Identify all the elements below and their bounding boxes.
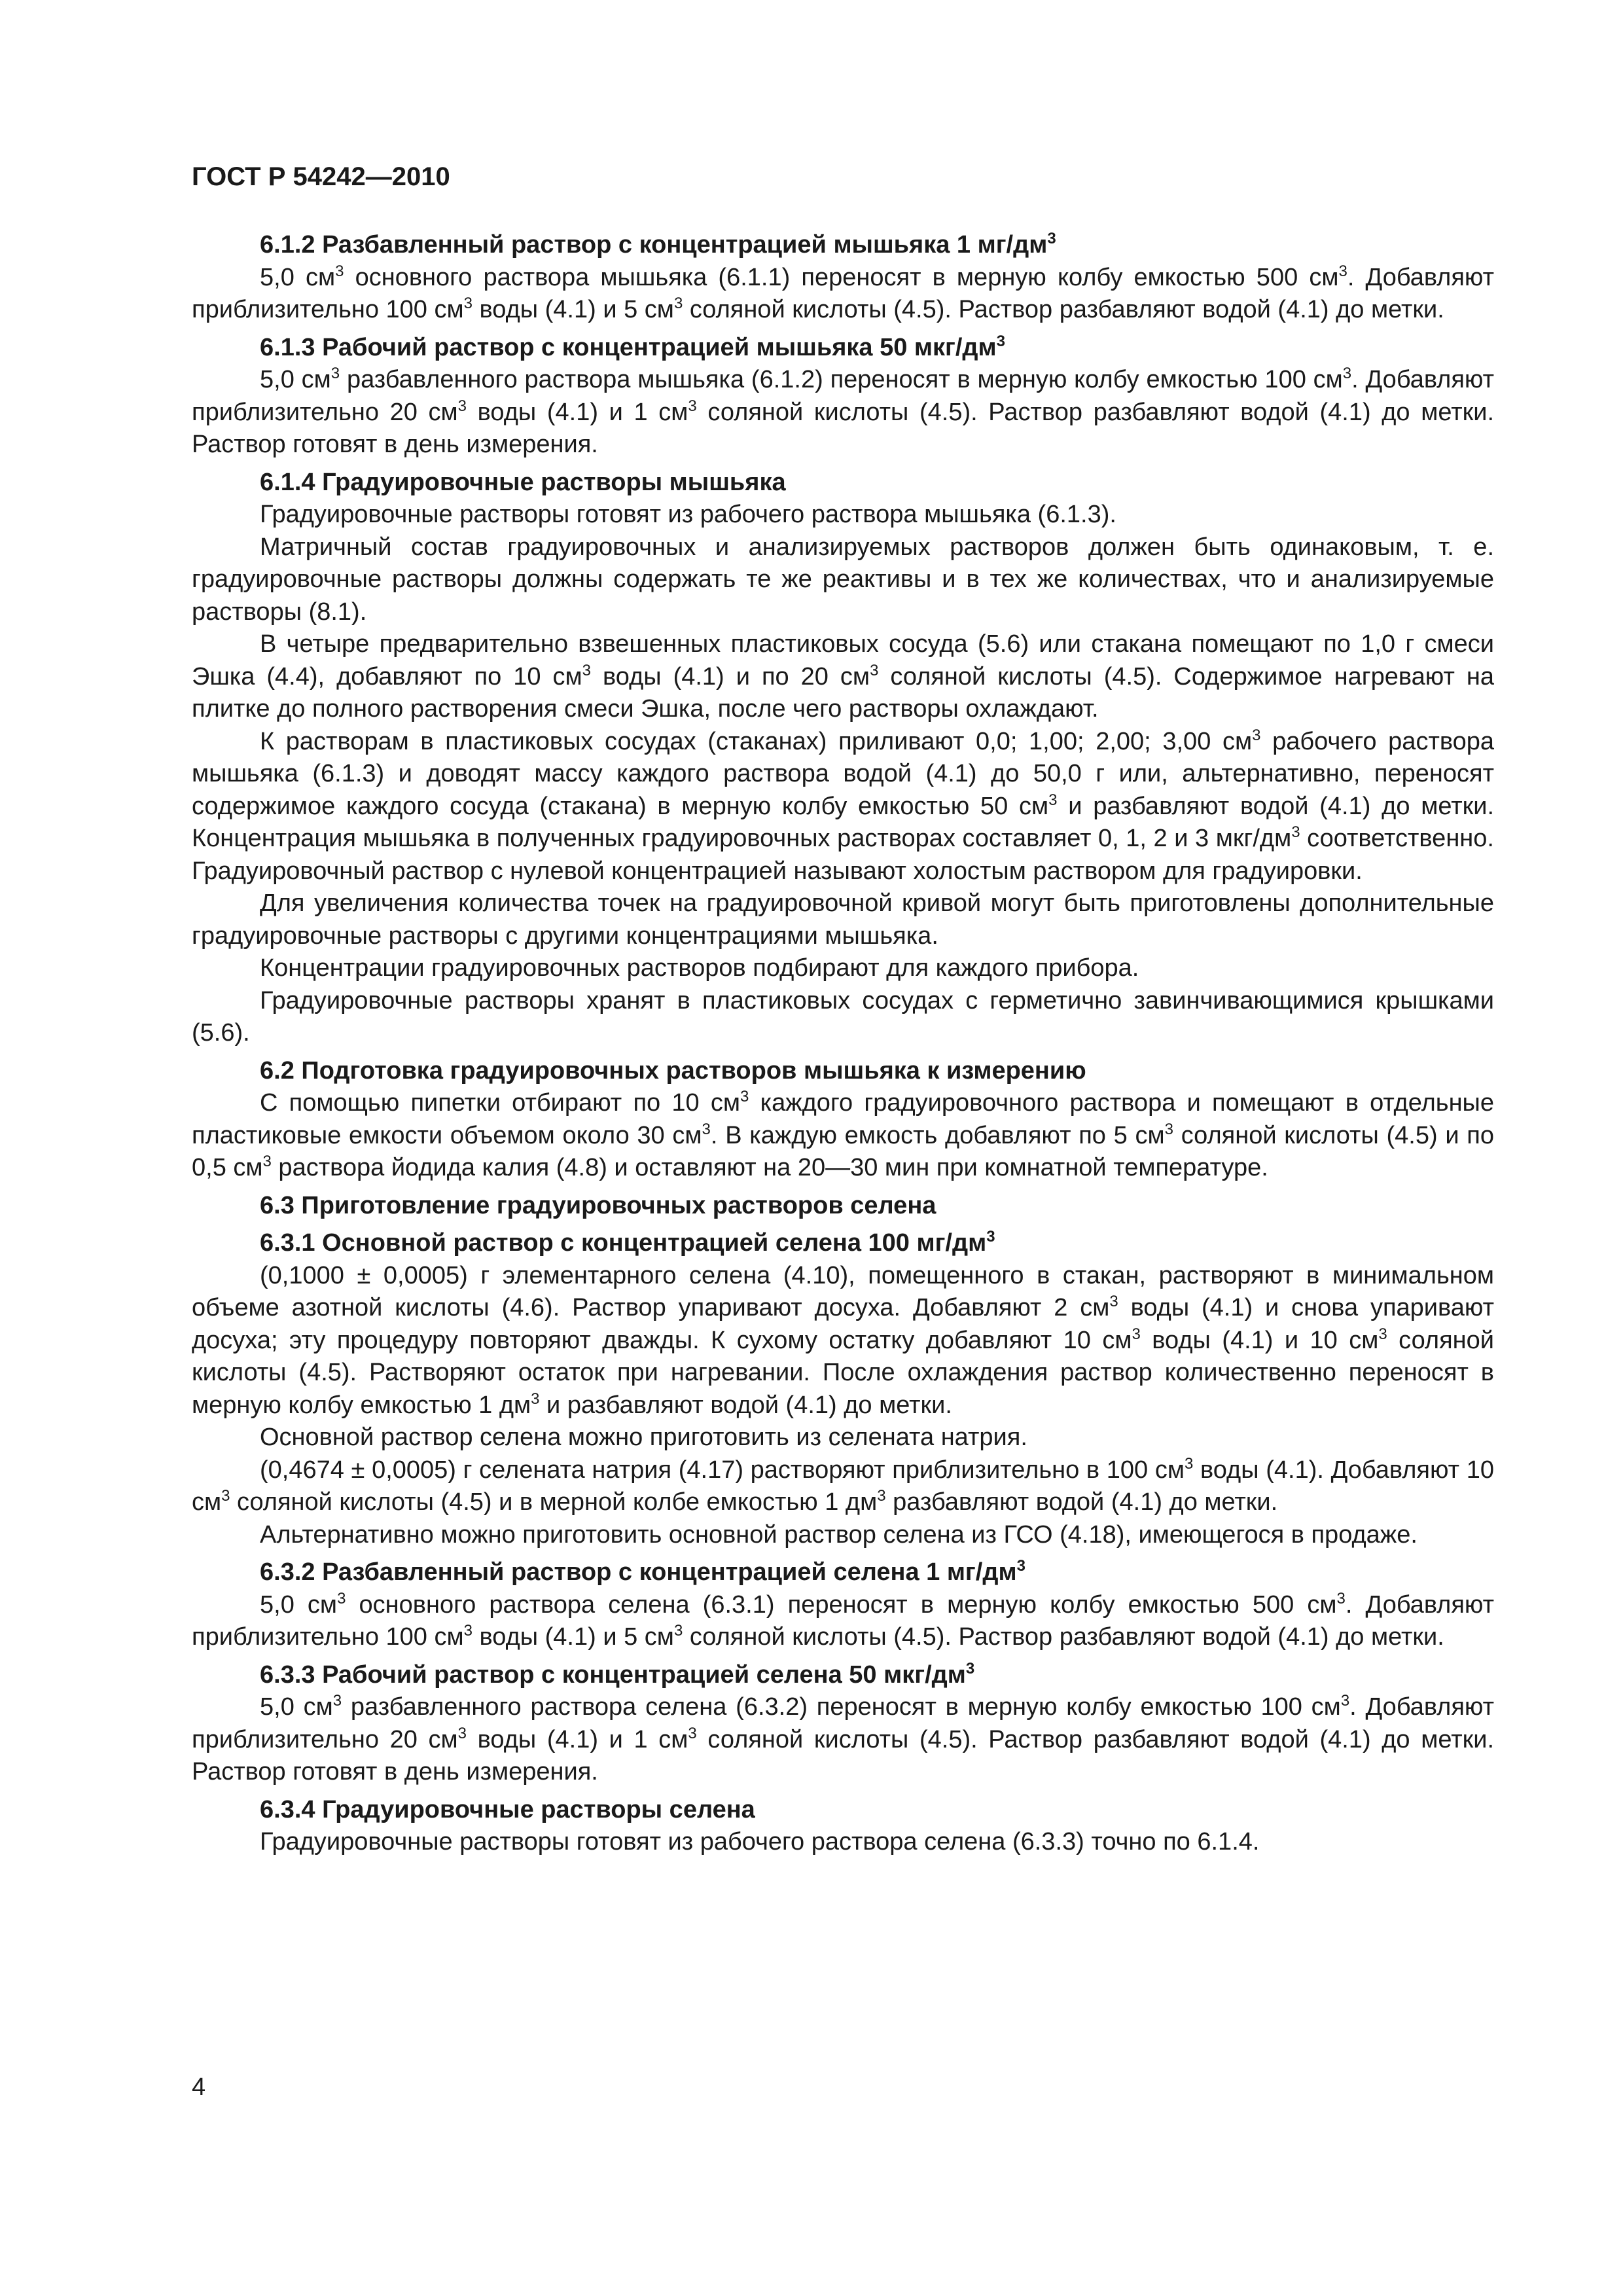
section-heading: 6.3.4 Градуировочные растворы селена (260, 1795, 755, 1823)
paragraph: В четыре предварительно взвешенных пластиковых сосуда (5.6) или стакана помещают по 1,0 г смеси Эшка (4.4), добавляют по 10 $см^3$ воды (4.1) и по 20 $см^3$ соляной кислоты (4.5). Содержимое нагревают на плитке до полного растворения смеси Эшка, после чего растворы охлаждают. (192, 630, 1494, 723)
paragraph: Градуировочные растворы хранят в пластиковых сосудах с герметично завинчивающимися крышками (5.6). (192, 986, 1494, 1047)
paragraph: 5,0 $см^3$ основного раствора мышьяка (6.1.1) переносят в мерную колбу емкостью 500 $см^3$. Добавляют приблизительно 100 $см^3$ воды (4.1) и 5 $см^3$ соляной кислоты (4.5). Раствор разбавляют водой (4.1) до метки. (192, 262, 1494, 323)
paragraph: 5,0 $см^3$ основного раствора селена (6.3.1) переносят в мерную колбу емкостью 500 $см^3$. Добавляют приблизительно 100 $см^3$ воды (4.1) и 5 $см^3$ соляной кислоты (4.5). Раствор разбавляют водой (4.1) до метки. (192, 1589, 1494, 1651)
page-number: 4 (192, 2073, 206, 2101)
paragraph: 5,0 $см^3$ разбавленного раствора селена (6.3.2) переносят в мерную колбу емкостью 100 $см^3$. Добавляют приблизительно 20 $см^3$ воды (4.1) и 1 $см^3$ соляной кислоты (4.5). Раствор разбавляют водой (4.1) до метки. Раствор готовят в день измерения. (192, 1692, 1495, 1785)
section-heading: 6.3.2 Разбавленный раствор с концентрацией селена 1 $мг/дм^3$ (260, 1557, 1026, 1586)
paragraph: Альтернативно можно приготовить основной раствор селена из ГСО (4.18), имеющегося в продаже. (260, 1520, 1418, 1549)
paragraph: К растворам в пластиковых сосудах (стаканах) приливают 0,0; 1,00; 2,00; 3,00 $см^3$ рабочего раствора мышьяка (6.1.3) и доводят массу каждого раствора водой (4.1) до 50,0 г или, альтернативно, переносят содержимое каждого сосуда (стакана) в мерную колбу емкостью 50 $см^3$ и разбавляют водой (4.1) до метки. Концентрация мышьяка в полученных градуировочных растворах составляет 0, 1, 2 и 3 мкг/$дм^3$ соответственно. Градуировочный раствор с нулевой концентрацией называют холостым раствором для градуировки. (192, 726, 1495, 885)
section-heading: 6.1.4 Градуировочные растворы мышьяка (260, 468, 786, 496)
section-heading: 6.1.2 Разбавленный раствор с концентрацией мышьяка 1 $мг/дм^3$ (260, 230, 1056, 259)
paragraph: С помощью пипетки отбирают по 10 $см^3$ каждого градуировочного раствора и помещают в отдельные пластиковые емкости объемом около 30 $см^3$. В каждую емкость добавляют по 5 $см^3$ соляной кислоты (4.5) и по 0,5 $см^3$ раствора йодида калия (4.8) и оставляют на 20—30 мин при комнатной температуре. (192, 1088, 1495, 1181)
paragraph: Градуировочные растворы готовят из рабочего раствора селена (6.3.3) точно по 6.1.4. (260, 1828, 1260, 1856)
section-heading: 6.1.3 Рабочий раствор с концентрацией мышьяка 50 мкг/$дм^3$ (260, 332, 1006, 361)
section-heading: 6.3.1 Основной раствор с концентрацией селена 100 $мг/дм^3$ (260, 1228, 995, 1257)
paragraph: Для увеличения количества точек на градуировочной кривой могут быть приготовлены дополнительные градуировочные растворы с другими концентрациями мышьяка. (192, 889, 1494, 950)
document-code: ГОСТ Р 54242—2010 (192, 162, 450, 191)
paragraph: (0,4674 ± 0,0005) г селената натрия (4.17) растворяют приблизительно в 100 $см^3$ воды (4.1). Добавляют 10 $см^3$ соляной кислоты (4.5) и в мерной колбе емкостью 1 $дм^3$ разбавляют водой (4.1) до метки. (192, 1454, 1494, 1516)
paragraph: 5,0 $см^3$ разбавленного раствора мышьяка (6.1.2) переносят в мерную колбу емкостью 100 $см^3$. Добавляют приблизительно 20 $см^3$ воды (4.1) и 1 $см^3$ соляной кислоты (4.5). Раствор разбавляют водой (4.1) до метки. Раствор готовят в день измерения. (192, 365, 1495, 458)
section-heading: 6.3.3 Рабочий раствор с концентрацией селена 50 мкг/$дм^3$ (260, 1659, 975, 1689)
paragraph: Концентрации градуировочных растворов подбирают для каждого прибора. (260, 954, 1139, 982)
section-heading: 6.3 Приготовление градуировочных растворов селена (260, 1191, 936, 1219)
section-heading: 6.2 Подготовка градуировочных растворов мышьяка к измерению (260, 1056, 1086, 1085)
paragraph: Градуировочные растворы готовят из рабочего раствора мышьяка (6.1.3). (260, 501, 1116, 528)
paragraph: Основной раствор селена можно приготовить из селената натрия. (260, 1424, 1027, 1451)
paragraph: (0,1000 ± 0,0005) г элементарного селена (4.10), помещенного в стакан, растворяют в минимальном объеме азотной кислоты (4.6). Раствор упаривают досуха. Добавляют 2 $см^3$ воды (4.1) и снова упаривают досуха; эту процедуру повторяют дважды. К сухому остатку добавляют 10 $см^3$ воды (4.1) и 10 $см^3$ соляной кислоты (4.5). Растворяют остаток при нагревании. После охлаждения раствор количественно переносят в мерную колбу емкостью 1 $дм^3$ и разбавляют водой (4.1) до метки. (192, 1261, 1494, 1419)
document-body (192, 229, 1494, 1859)
paragraph: Матричный состав градуировочных и анализируемых растворов должен быть одинаковым, т. е. градуировочные растворы должны содержать те же реактивы и в тех же количествах, что и анализируемые растворы (8.1). (192, 533, 1494, 626)
